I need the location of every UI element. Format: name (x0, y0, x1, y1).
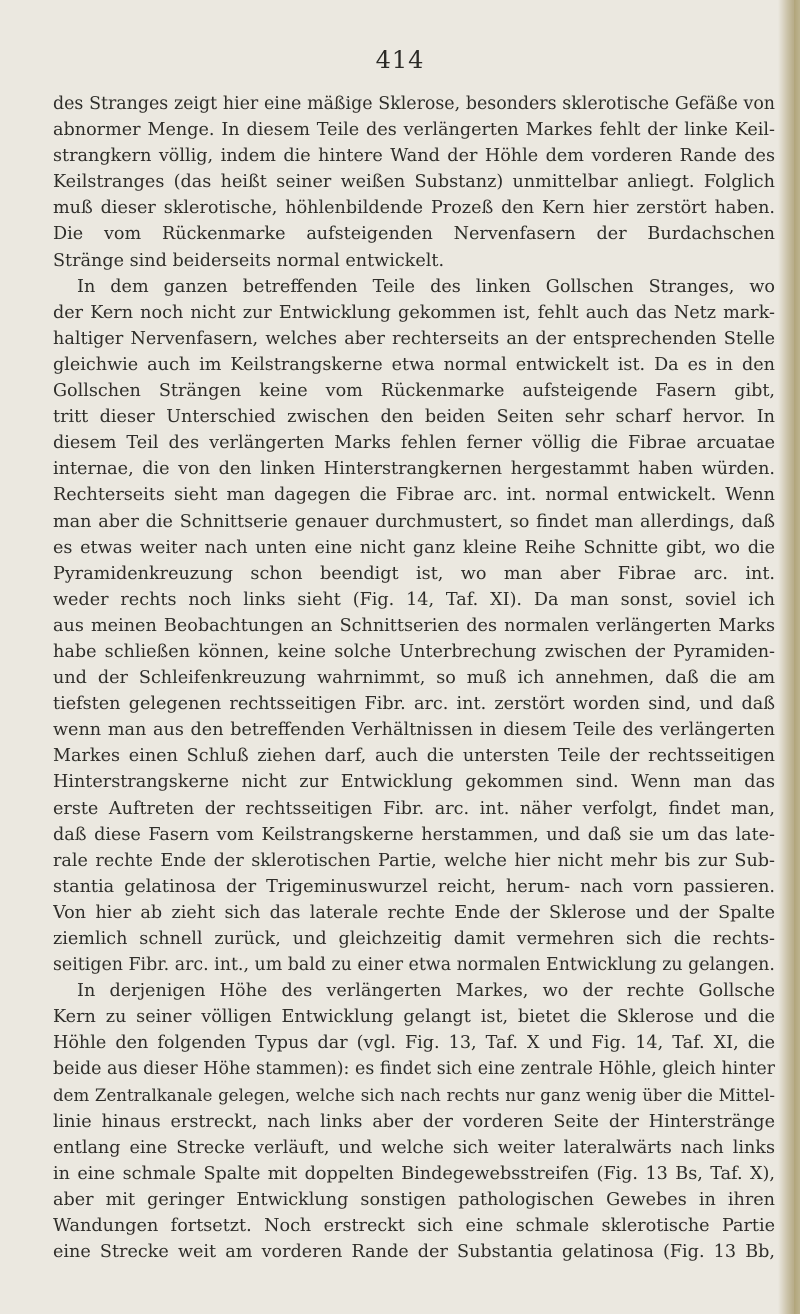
text-line: Kern zu seiner völligen Entwicklung gelangt ist, bietet die Sklerose und die (53, 1007, 775, 1028)
text-line: es etwas weiter nach unten eine nicht ganz kleine Reihe Schnitte gibt, wo die (53, 537, 775, 558)
text-line: in eine schmale Spalte mit doppelten Bindegewebsstreifen (Fig. 13 Bs, Taf. X), (53, 1163, 775, 1184)
page-number: 414 (375, 46, 425, 74)
text-line: aus meinen Beobachtungen an Schnittserien des normalen verlängerten Marks (53, 615, 775, 636)
text-line: Keilstranges (das heißt seiner weißen Substanz) unmittelbar anliegt. Folglich (53, 172, 775, 193)
text-line: linie hinaus erstreckt, nach links aber der vorderen Seite der Hinterstränge (53, 1111, 775, 1132)
text-line: abnormer Menge. In diesem Teile des verlängerten Markes fehlt der linke Keil- (53, 120, 775, 141)
text-line: rale rechte Ende der sklerotischen Partie, welche hier nicht mehr bis zur Sub- (53, 850, 775, 871)
text-line: habe schließen können, keine solche Unterbrechung zwischen der Pyramiden- (53, 641, 775, 662)
text-line: Die vom Rückenmarke aufsteigenden Nervenfasern der Burdachschen (53, 224, 775, 245)
text-line: wenn man aus den betreffenden Verhältnissen in diesem Teile des verlängerten (53, 720, 775, 741)
text-line: erste Auftreten der rechtsseitigen Fibr. arc. int. näher verfolgt, findet man, (53, 798, 775, 819)
text-line: beide aus dieser Höhe stammen): es findet sich eine zentrale Höhle, gleich hinter (53, 1059, 775, 1080)
text-line: des Stranges zeigt hier eine mäßige Sklerose, besonders sklerotische Gefäße von (53, 94, 775, 114)
paragraph-start-line: In derjenigen Höhe des verlängerten Markes, wo der rechte Gollsche (77, 981, 775, 1002)
text-line: ziemlich schnell zurück, und gleichzeitig damit vermehren sich die rechts- (53, 929, 775, 949)
text-line: dem Zentralkanale gelegen, welche sich nach rechts nur ganz wenig über die Mittel- (53, 1085, 775, 1105)
text-line: tritt dieser Unterschied zwischen den beiden Seiten sehr scharf hervor. In (53, 407, 775, 428)
body-text (53, 91, 775, 1265)
text-line: der Kern noch nicht zur Entwicklung gekommen ist, fehlt auch das Netz mark- (53, 302, 775, 323)
text-line: Gollschen Strängen keine vom Rückenmarke aufsteigende Fasern gibt, (53, 381, 775, 402)
text-line: daß diese Fasern vom Keilstrangskerne herstammen, und daß sie um das late- (53, 824, 775, 845)
text-line: weder rechts noch links sieht (Fig. 14, Taf. XI). Da man sonst, soviel ich (53, 589, 775, 610)
text-line: haltiger Nervenfasern, welches aber rechterseits an der entsprechenden Stelle (53, 328, 775, 349)
text-line: und der Schleifenkreuzung wahrnimmt, so muß ich annehmen, daß die am (53, 668, 775, 689)
text-line: eine Strecke weit am vorderen Rande der Substantia gelatinosa (Fig. 13 Bb, (53, 1242, 775, 1263)
text-line: aber mit geringer Entwicklung sonstigen pathologischen Gewebes in ihren (53, 1189, 775, 1210)
text-line: Wandungen fortsetzt. Noch erstreckt sich eine schmale sklerotische Partie (53, 1216, 775, 1237)
text-line: Hinterstrangskerne nicht zur Entwicklung gekommen sind. Wenn man das (53, 772, 775, 793)
text-line: diesem Teil des verlängerten Marks fehlen ferner völlig die Fibrae arcuatae (53, 433, 775, 454)
text-line: Pyramidenkreuzung schon beendigt ist, wo man aber Fibrae arc. int. (53, 563, 775, 584)
text-line: strangkern völlig, indem die hintere Wand der Höhle dem vorderen Rande des (53, 146, 775, 167)
text-line: tiefsten gelegenen rechtsseitigen Fibr. arc. int. zerstört worden sind, und daß (53, 694, 775, 715)
text-line: stantia gelatinosa der Trigeminuswurzel reicht, herum- nach vorn passieren. (53, 876, 775, 897)
text-line: entlang eine Strecke verläuft, und welche sich weiter lateralwärts nach links (53, 1137, 775, 1158)
text-line: Höhle den folgenden Typus dar (vgl. Fig. 13, Taf. X und Fig. 14, Taf. XI, die (53, 1033, 775, 1054)
text-line: man aber die Schnittserie genauer durchmustert, so findet man allerdings, daß (53, 511, 775, 532)
text-line: Rechterseits sieht man dagegen die Fibrae arc. int. normal entwickelt. Wenn (53, 485, 775, 506)
paragraph-end-line: Stränge sind beiderseits normal entwickelt. (53, 250, 445, 271)
paragraph-start-line: In dem ganzen betreffenden Teile des linken Gollschen Stranges, wo (77, 276, 775, 297)
paragraph-end-line: seitigen Fibr. arc. int., um bald zu einer etwa normalen Entwicklung zu gelangen. (53, 955, 775, 976)
text-line: internae, die von den linken Hinterstrangkernen hergestammt haben würden. (53, 459, 775, 480)
text-line: muß dieser sklerotische, höhlenbildende Prozeß den Kern hier zerstört haben. (53, 198, 775, 219)
text-line: gleichwie auch im Keilstrangskerne etwa normal entwickelt ist. Da es in den (53, 354, 775, 375)
page-binding-edge (794, 0, 800, 1314)
text-line: Von hier ab zieht sich das laterale rechte Ende der Sklerose und der Spalte (53, 902, 775, 923)
text-line: Markes einen Schluß ziehen darf, auch die untersten Teile der rechtsseitigen (53, 746, 775, 767)
